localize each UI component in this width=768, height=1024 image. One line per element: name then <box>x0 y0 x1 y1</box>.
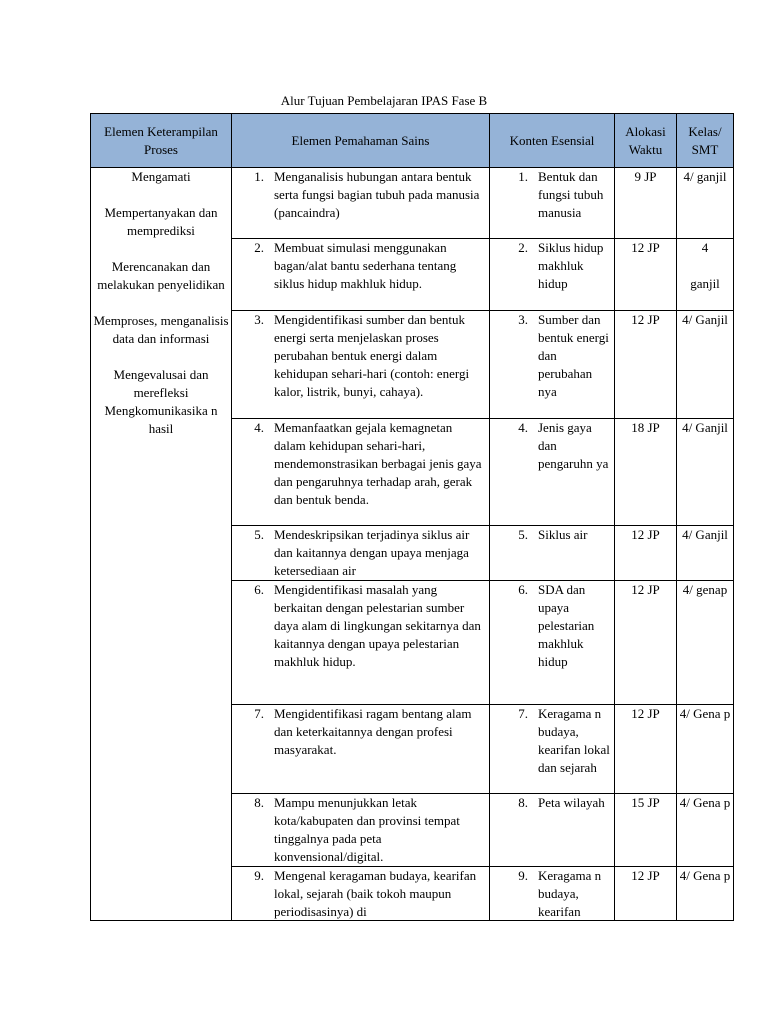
goal-text: Membuat simulasi menggunakan bagan/alat bantu sederhana tentang siklus hidup makhluk hidup. <box>274 240 457 291</box>
content-number: 9. <box>518 868 528 883</box>
goal-cell <box>232 311 490 419</box>
content-text: Peta wilayah <box>538 795 605 810</box>
time-cell: 12 JP <box>615 581 677 705</box>
grade-cell: 4/ Ganjil <box>677 419 734 526</box>
goal-cell <box>232 705 490 794</box>
time-cell: 12 JP <box>615 705 677 794</box>
goal-text: Mengidentifikasi sumber dan bentuk energi serta menjelaskan proses perubahan bentuk energi dalam kehidupan sehari-hari (contoh: energi kalor, listrik, bunyi, cahaya). <box>274 312 470 399</box>
content-cell <box>490 419 615 526</box>
time-cell: 12 JP <box>615 526 677 581</box>
grade-cell: 4/ Gena p <box>677 705 734 794</box>
goal-cell <box>232 526 490 581</box>
grade-cell: 4/ ganjil <box>677 168 734 239</box>
content-cell <box>490 867 615 921</box>
header-grade: Kelas/ SMT <box>677 114 734 168</box>
goal-cell <box>232 419 490 526</box>
content-cell <box>490 581 615 705</box>
header-skills: Elemen Keterampilan Proses <box>91 114 232 168</box>
content-number: 7. <box>518 706 528 721</box>
goal-number: 8. <box>254 795 264 810</box>
goal-text: Mengidentifikasi masalah yang berkaitan dengan pelestarian sumber daya alam di lingkungan sekitarnya dan kaitannya dengan upaya pelestarian makhluk hidup. <box>274 582 481 669</box>
goal-number: 3. <box>254 312 264 327</box>
learning-objectives-table <box>90 113 734 921</box>
goal-number: 4. <box>254 420 264 435</box>
goal-number: 1. <box>254 169 264 184</box>
skill-item: Mengamati <box>131 169 191 184</box>
skills-cell <box>91 168 232 921</box>
goal-number: 6. <box>254 582 264 597</box>
content-text: Keragama n budaya, kearifan <box>538 868 602 919</box>
goal-text: Mengidentifikasi ragam bentang alam dan keterkaitannya dengan profesi masyarakat. <box>274 706 472 757</box>
goal-cell <box>232 168 490 239</box>
goal-text: Mendeskripsikan terjadinya siklus air dan kaitannya dengan upaya menjaga ketersediaan air <box>274 527 470 578</box>
content-number: 1. <box>518 169 528 184</box>
content-cell <box>490 794 615 867</box>
skill-item: Mengevalusai dan merefleksi Mengkomunikasika n hasil <box>104 367 218 436</box>
content-cell <box>490 239 615 311</box>
content-number: 3. <box>518 312 528 327</box>
content-text: Keragama n budaya, kearifan lokal dan sejarah <box>538 706 610 775</box>
goal-text: Mengenal keragaman budaya, kearifan lokal, sejarah (baik tokoh maupun periodisasinya) di <box>274 868 477 919</box>
content-number: 8. <box>518 795 528 810</box>
grade-cell-wrap <box>677 867 734 921</box>
goal-number: 5. <box>254 527 264 542</box>
table-row <box>91 168 734 239</box>
grade-cell: 4/ Ganjil <box>677 311 734 419</box>
goal-cell <box>232 867 490 921</box>
time-cell: 18 JP <box>615 419 677 526</box>
content-number: 5. <box>518 527 528 542</box>
header-content: Konten Esensial <box>490 114 615 168</box>
grade-cell: 4/ Ganjil <box>677 526 734 581</box>
content-number: 2. <box>518 240 528 255</box>
goal-text: Menganalisis hubungan antara bentuk serta fungsi bagian tubuh pada manusia (pancaindra) <box>274 169 480 220</box>
time-cell: 12 JP <box>615 311 677 419</box>
skill-item: Merencanakan dan melakukan penyelidikan <box>97 259 225 292</box>
content-text: Jenis gaya dan pengaruhn ya <box>538 420 609 471</box>
grade-cell: 4/ Gena p <box>677 794 734 867</box>
time-cell: 15 JP <box>615 794 677 867</box>
goal-number: 7. <box>254 706 264 721</box>
content-text: Bentuk dan fungsi tubuh manusia <box>538 169 604 220</box>
goal-number: 9. <box>254 868 264 883</box>
time-cell: 12 JP <box>615 867 677 921</box>
table-header-row <box>91 114 734 168</box>
grade-cell: 4/ genap <box>677 581 734 705</box>
skill-item: Memproses, menganalisis data dan informasi <box>93 313 229 346</box>
content-cell <box>490 526 615 581</box>
skill-item: Mempertanyakan dan memprediksi <box>104 205 218 238</box>
time-cell: 9 JP <box>615 168 677 239</box>
content-text: SDA dan upaya pelestarian makhluk hidup <box>538 582 595 669</box>
content-text: Siklus air <box>538 527 588 542</box>
goal-number: 2. <box>254 240 264 255</box>
header-goals: Elemen Pemahaman Sains <box>232 114 490 168</box>
content-cell <box>490 311 615 419</box>
goal-cell <box>232 239 490 311</box>
goal-text: Mampu menunjukkan letak kota/kabupaten dan provinsi tempat tinggalnya pada peta konvensional/digital. <box>274 795 460 864</box>
grade-cell: 4/ Gena p <box>679 868 731 883</box>
goal-text: Memanfaatkan gejala kemagnetan dalam kehidupan sehari-hari, mendemonstrasikan berbagai jenis gaya dan pengaruhnya terhadap arah, gerak dan bentuk benda. <box>274 420 482 507</box>
document-title: Alur Tujuan Pembelajaran IPAS Fase B <box>280 93 488 108</box>
content-cell <box>490 168 615 239</box>
content-text: Siklus hidup makhluk hidup <box>538 240 604 291</box>
goal-cell <box>232 581 490 705</box>
goal-cell <box>232 794 490 867</box>
content-number: 6. <box>518 582 528 597</box>
content-number: 4. <box>518 420 528 435</box>
header-time: Alokasi Waktu <box>615 114 677 168</box>
time-cell: 12 JP <box>615 239 677 311</box>
grade-cell: 4 ganjil <box>677 239 734 311</box>
content-text: Sumber dan bentuk energi dan perubahan nya <box>538 312 609 399</box>
content-cell <box>490 705 615 794</box>
